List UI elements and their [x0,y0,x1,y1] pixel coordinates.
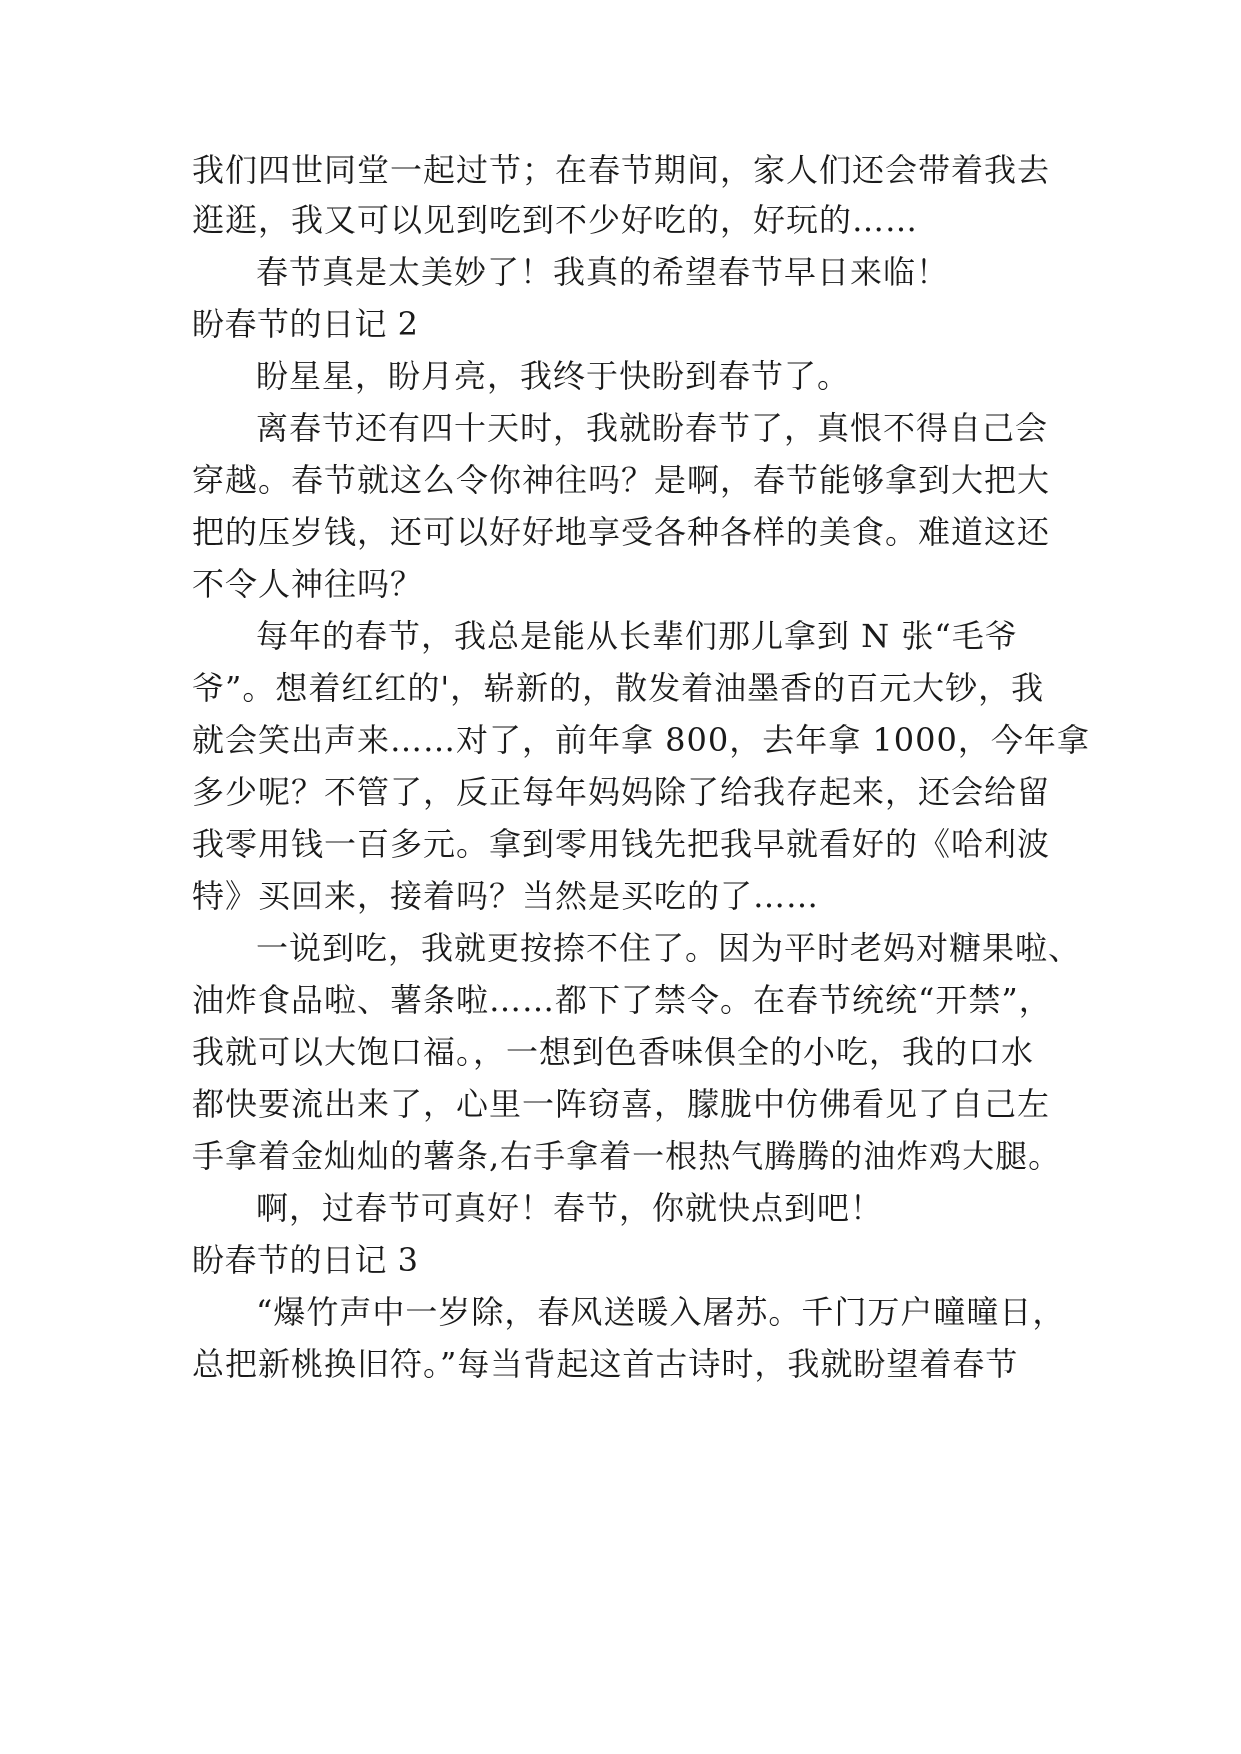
text-line: 油炸食品啦、薯条啦……都下了禁令。在春节统统“开禁”， [192,981,1052,1019]
paragraph-line: 啊，过春节可真好！春节，你就快点到吧！ [256,1189,884,1227]
text-line: 总把新桃换旧符。”每当背起这首古诗时，我就盼望着春节 [192,1345,1019,1383]
text-line: 把的压岁钱，还可以好好地享受各种各样的美食。难道这还 [192,513,1051,551]
paragraph-line: 春节真是太美妙了！我真的希望春节早日来临！ [256,253,950,291]
text-line: 我们四世同堂一起过节；在春节期间，家人们还会带着我去 [192,151,1051,189]
paragraph-line: 一说到吃，我就更按捺不住了。因为平时老妈对糖果啦、 [256,929,1082,967]
text-line: 不令人神往吗？ [192,565,424,603]
section-heading: 盼春节的日记 3 [192,1241,419,1279]
text-line: 特》买回来，接着吗？当然是买吃的了…… [192,877,820,915]
text-line: 穿越。春节就这么令你神往吗？是啊，春节能够拿到大把大 [192,461,1051,499]
paragraph-line: 每年的春节，我总是能从长辈们那儿拿到 N 张“毛爷 [256,617,1018,655]
text-line: 我零用钱一百多元。拿到零用钱先把我早就看好的《哈利波 [192,825,1051,863]
paragraph-line: 离春节还有四十天时，我就盼春节了，真恨不得自己会 [256,409,1049,447]
paragraph-line: 盼星星，盼月亮，我终于快盼到春节了。 [256,357,851,395]
paragraph-line: “爆竹声中一岁除，春风送暖入屠苏。千门万户曈曈日， [256,1293,1066,1331]
text-line: 我就可以大饱口福。，一想到色香味俱全的小吃，我的口水 [192,1033,1035,1071]
text-line: 都快要流出来了，心里一阵窃喜，朦胧中仿佛看见了自己左 [192,1085,1051,1123]
text-line: 手拿着金灿灿的薯条,右手拿着一根热气腾腾的油炸鸡大腿。 [192,1137,1062,1175]
section-heading: 盼春节的日记 2 [192,305,419,343]
text-line: 爷”。想着红红的'，崭新的，散发着油墨香的百元大钞，我 [192,669,1045,707]
text-line: 逛逛，我又可以见到吃到不少好吃的，好玩的…… [192,201,919,239]
text-line: 就会笑出声来……对了，前年拿 800，去年拿 1000，今年拿 [192,721,1090,759]
text-line: 多少呢？不管了，反正每年妈妈除了给我存起来，还会给留 [192,773,1051,811]
